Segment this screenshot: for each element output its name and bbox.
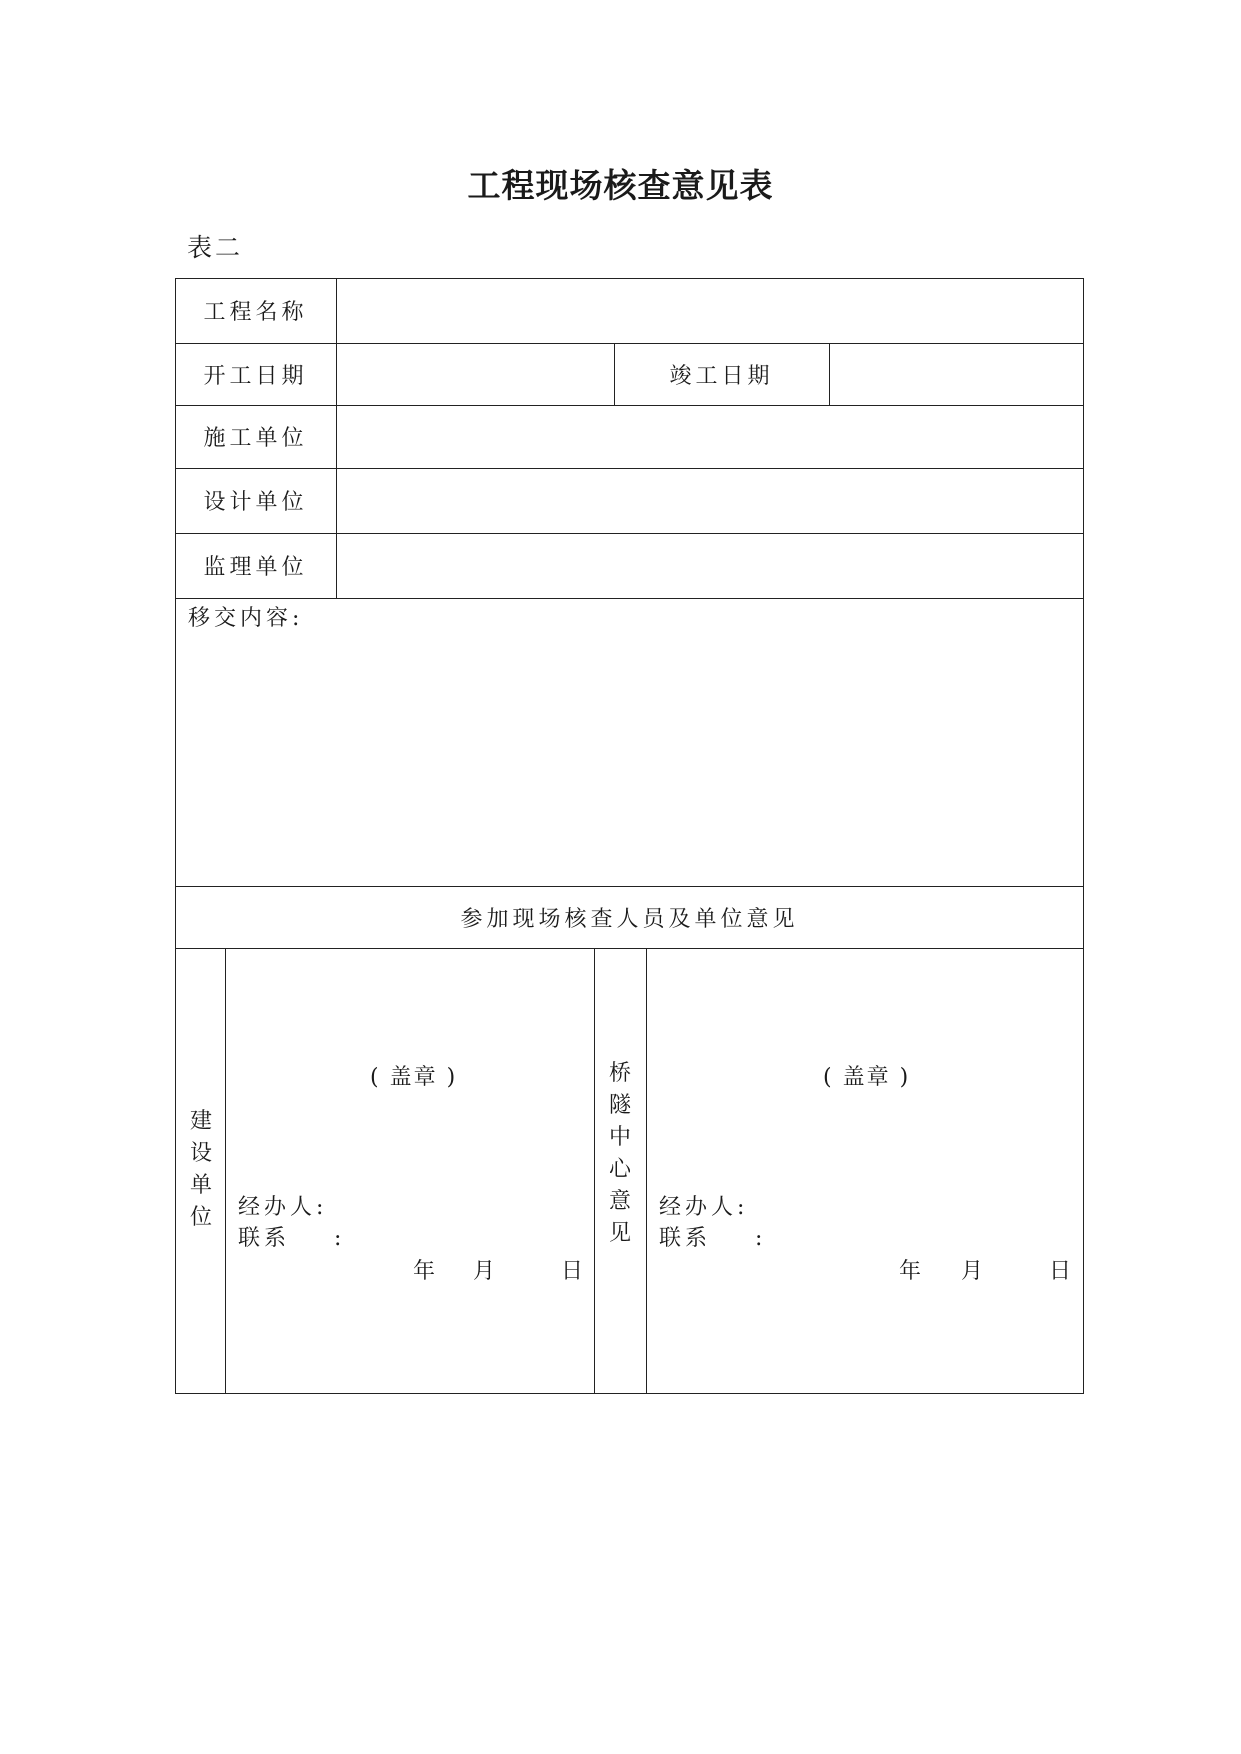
design-unit-label: 设计单位 — [203, 490, 308, 515]
column-divider — [225, 948, 226, 1394]
completion-date-label: 竣工日期 — [669, 363, 774, 389]
left-year-label: 年 — [413, 1259, 440, 1284]
column-divider — [646, 948, 647, 1394]
row-divider — [175, 598, 1084, 599]
left-month-label: 月 — [473, 1259, 500, 1284]
handover-label: 移交内容: — [188, 606, 304, 631]
left-contact-label: 联系 : — [238, 1226, 346, 1251]
bridge-tunnel-center-label: 桥隧中心意见 — [608, 1061, 631, 1246]
right-seal-label: ( 盖章 ) — [823, 1065, 911, 1090]
supervision-unit-label: 监理单位 — [203, 555, 308, 580]
left-day-label: 日 — [561, 1259, 588, 1284]
left-seal-label: ( 盖章 ) — [370, 1065, 458, 1090]
design-unit-field[interactable] — [337, 469, 1083, 533]
completion-date-field[interactable] — [830, 344, 1083, 405]
form-title: 工程现场核查意见表 — [467, 166, 774, 205]
supervision-unit-field[interactable] — [337, 534, 1083, 598]
left-handler-label: 经办人: — [238, 1195, 328, 1220]
right-month-label: 月 — [961, 1259, 988, 1284]
project-name-field[interactable] — [337, 279, 1083, 343]
table-number: 表二 — [187, 233, 244, 262]
project-name-label: 工程名称 — [203, 300, 308, 325]
construction-unit-label: 施工单位 — [203, 426, 308, 451]
handover-content-field[interactable] — [176, 632, 1083, 886]
start-date-field[interactable] — [337, 344, 614, 405]
right-handler-label: 经办人: — [659, 1195, 749, 1220]
right-day-label: 日 — [1049, 1259, 1076, 1284]
row-divider — [175, 948, 1084, 949]
start-date-label: 开工日期 — [203, 363, 308, 389]
column-divider — [594, 948, 595, 1394]
construction-unit-field[interactable] — [337, 406, 1083, 468]
right-contact-label: 联系 : — [659, 1226, 767, 1251]
construction-party-label: 建设单位 — [189, 1109, 212, 1230]
right-year-label: 年 — [899, 1259, 926, 1284]
opinions-header: 参加现场核查人员及单位意见 — [460, 906, 799, 932]
